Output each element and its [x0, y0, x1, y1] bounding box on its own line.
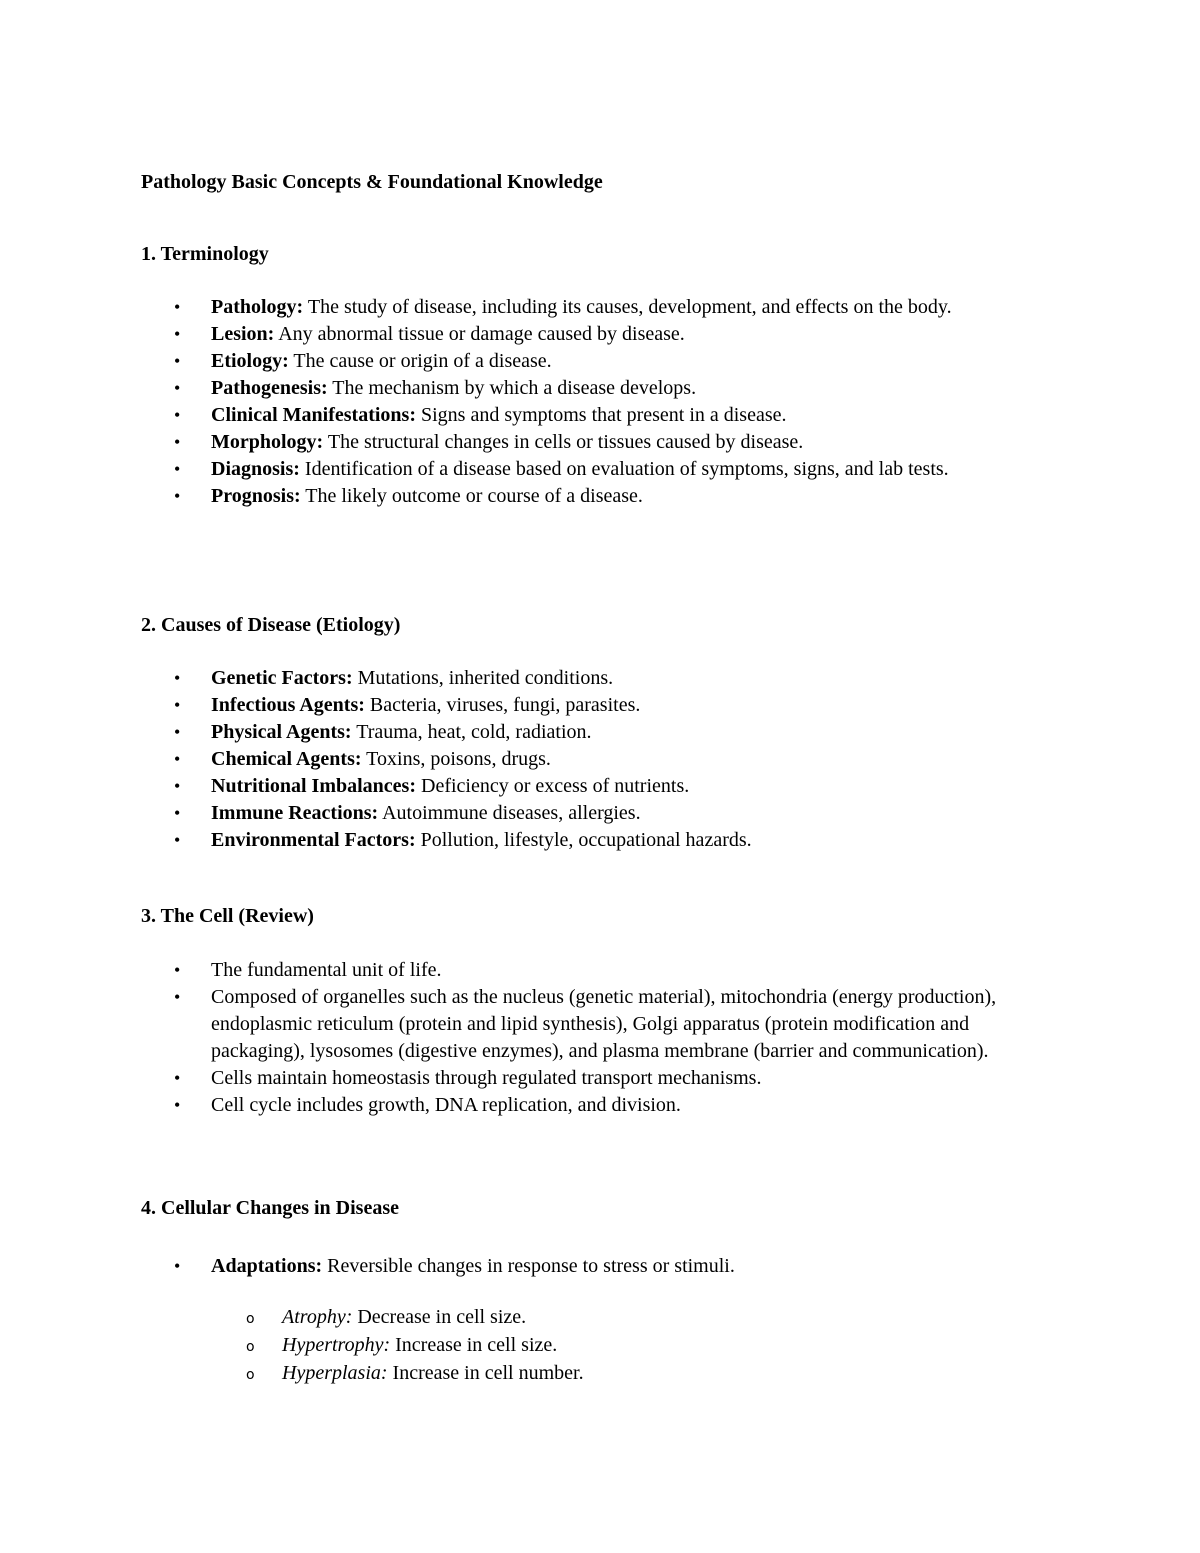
item-text: Trauma, heat, cold, radiation.: [351, 721, 592, 743]
cellular-changes-list: [0, 1253, 1200, 1280]
item-term: Nutritional Imbalances:: [211, 775, 416, 797]
list-item: [0, 402, 1031, 429]
item-text: Toxins, poisons, drugs.: [361, 748, 551, 770]
cell-review-list: [0, 957, 1200, 1119]
bullet-icon: •: [174, 459, 181, 479]
causes-list: [0, 665, 1200, 854]
bullet-icon: •: [174, 1068, 181, 1088]
item-term: Pathology:: [211, 296, 304, 318]
item-term: Pathogenesis:: [211, 377, 328, 399]
sub-item-text: Decrease in cell size.: [352, 1306, 527, 1328]
circle-bullet-icon: o: [246, 1339, 255, 1355]
section-heading-the-cell: 3. The Cell (Review): [141, 905, 314, 927]
item-text: Deficiency or excess of nutrients.: [416, 775, 690, 797]
item-text: The likely outcome or course of a disease.: [300, 485, 643, 507]
item-text: Bacteria, viruses, fungi, parasites.: [364, 694, 641, 716]
item-text: Mutations, inherited conditions.: [352, 667, 614, 689]
circle-bullet-icon: o: [246, 1367, 255, 1383]
sub-item-term: Hypertrophy:: [282, 1334, 391, 1356]
item-text: Reversible changes in response to stress or stimuli.: [322, 1255, 735, 1277]
list-item: [0, 294, 1031, 321]
bullet-icon: •: [174, 749, 181, 769]
bullet-icon: •: [174, 803, 181, 823]
list-item: [0, 348, 1031, 375]
sub-list-item: [0, 1331, 1200, 1359]
item-text: The cause or origin of a disease.: [288, 350, 552, 372]
item-term: Morphology:: [211, 431, 324, 453]
item-text: The mechanism by which a disease develops.: [327, 377, 697, 399]
bullet-icon: •: [174, 351, 181, 371]
list-item: [0, 456, 1031, 483]
bullet-icon: •: [174, 987, 181, 1007]
bullet-icon: •: [174, 1095, 181, 1115]
item-text: Pollution, lifestyle, occupational hazards.: [415, 829, 752, 851]
item-text: Signs and symptoms that present in a disease.: [416, 404, 787, 426]
terminology-list: [0, 294, 1200, 510]
list-item: [0, 1092, 1031, 1119]
list-item: [0, 773, 1031, 800]
list-item: [0, 321, 1031, 348]
document-title: Pathology Basic Concepts & Foundational Knowledge: [141, 171, 603, 193]
bullet-icon: •: [174, 960, 181, 980]
bullet-icon: •: [174, 1256, 181, 1276]
list-item: [0, 746, 1031, 773]
list-item: [0, 483, 1031, 510]
item-text: The study of disease, including its causes, development, and effects on the body.: [303, 296, 952, 318]
section-heading-cellular-changes: 4. Cellular Changes in Disease: [141, 1197, 399, 1219]
list-item: [0, 957, 1031, 984]
item-term: Genetic Factors:: [211, 667, 353, 689]
bullet-icon: •: [174, 378, 181, 398]
list-item: [0, 1253, 1031, 1280]
item-term: Physical Agents:: [211, 721, 352, 743]
item-text: Identification of a disease based on evaluation of symptoms, signs, and lab tests.: [299, 458, 949, 480]
item-text: The structural changes in cells or tissues caused by disease.: [323, 431, 804, 453]
list-item: [0, 429, 1031, 456]
item-term: Chemical Agents:: [211, 748, 362, 770]
item-term: Lesion:: [211, 323, 275, 345]
bullet-icon: •: [174, 668, 181, 688]
list-item: [0, 1065, 1031, 1092]
bullet-icon: •: [174, 486, 181, 506]
list-item: [0, 800, 1031, 827]
item-text: Cells maintain homeostasis through regulated transport mechanisms.: [211, 1067, 762, 1089]
list-item: [0, 984, 1031, 1065]
section-heading-terminology: 1. Terminology: [141, 243, 269, 265]
sub-item-text: Increase in cell number.: [387, 1362, 584, 1384]
bullet-icon: •: [174, 695, 181, 715]
section-heading-causes: 2. Causes of Disease (Etiology): [141, 614, 401, 636]
item-term: Prognosis:: [211, 485, 301, 507]
circle-bullet-icon: o: [246, 1311, 255, 1327]
adaptations-sub-list: [0, 1303, 1200, 1387]
item-term: Clinical Manifestations:: [211, 404, 416, 426]
list-item: [0, 692, 1031, 719]
item-text: Cell cycle includes growth, DNA replication, and division.: [211, 1094, 681, 1116]
sub-item-term: Atrophy:: [282, 1306, 353, 1328]
bullet-icon: •: [174, 432, 181, 452]
bullet-icon: •: [174, 297, 181, 317]
item-text: Any abnormal tissue or damage caused by disease.: [274, 323, 685, 345]
item-text: Composed of organelles such as the nucleus (genetic material), mitochondria (energy production), endoplasmic reticulum (protein and lipid synthesis), Golgi apparatus (protein modification and packaging), lysosomes (digestive enzymes), and plasma membrane (barrier and communication).: [211, 986, 997, 1062]
item-term: Environmental Factors:: [211, 829, 416, 851]
bullet-icon: •: [174, 324, 181, 344]
bullet-icon: •: [174, 405, 181, 425]
sub-item-term: Hyperplasia:: [282, 1362, 388, 1384]
item-term: Adaptations:: [211, 1255, 323, 1277]
list-item: [0, 719, 1031, 746]
sub-item-text: Increase in cell size.: [390, 1334, 558, 1356]
list-item: [0, 827, 1031, 854]
sub-list-item: [0, 1359, 1200, 1387]
sub-list-item: [0, 1303, 1200, 1331]
item-term: Immune Reactions:: [211, 802, 379, 824]
item-term: Etiology:: [211, 350, 289, 372]
list-item: [0, 665, 1031, 692]
item-term: Diagnosis:: [211, 458, 300, 480]
list-item: [0, 375, 1031, 402]
item-text: The fundamental unit of life.: [211, 959, 442, 981]
bullet-icon: •: [174, 830, 181, 850]
item-term: Infectious Agents:: [211, 694, 365, 716]
bullet-icon: •: [174, 722, 181, 742]
bullet-icon: •: [174, 776, 181, 796]
item-text: Autoimmune diseases, allergies.: [378, 802, 641, 824]
